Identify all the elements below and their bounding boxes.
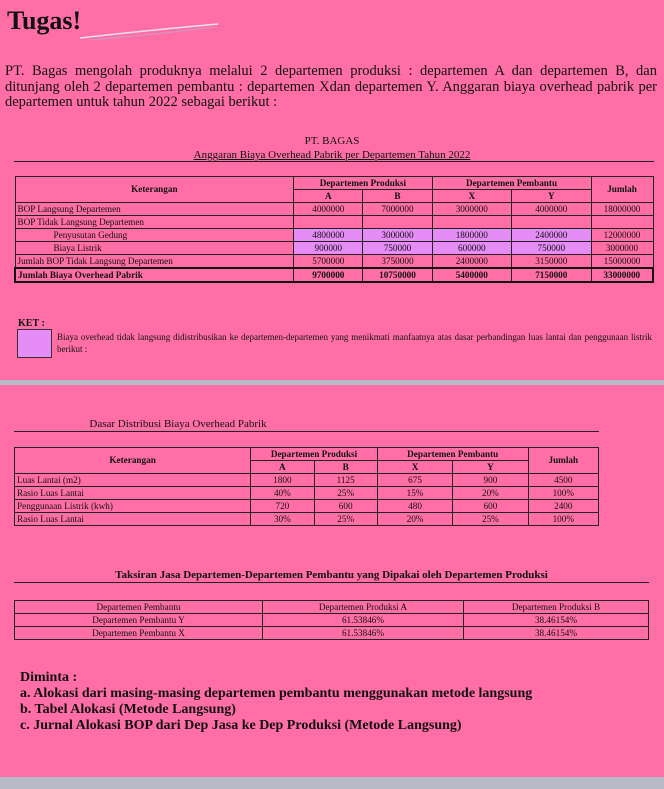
col-group-produksi: Departemen Produksi <box>294 177 432 190</box>
table-row: Departemen Pembantu X 61.53846% 38.46154% <box>15 627 649 640</box>
intro-paragraph: PT. Bagas mengolah produknya melalui 2 departemen produksi : departemen A dan departemen B, dan ditunjang oleh 2 departemen pembantu : departemen Xdan departemen Y. Anggaran biaya overhead pabrik per departemen untuk tahun 2022 sebagai berikut : <box>5 63 657 110</box>
ket-text: Biaya overhead tidak langsung didistribusikan ke departemen-departemen yang menikmati manfaatnya atas dasar perbandingan luas lantai dan penggunaan listrik berikut : <box>57 332 652 354</box>
table-row: Penggunaan Listrik (kwh) 720 600 480 600 2400 <box>15 500 599 513</box>
section-divider-band <box>0 380 664 385</box>
table-row: BOP Langsung Departemen 4000000 7000000 3000000 4000000 18000000 <box>15 203 653 216</box>
col-y: Y <box>453 461 528 474</box>
ket-label: KET : <box>18 318 45 329</box>
divider <box>14 161 654 162</box>
col-a: A <box>294 190 363 203</box>
col-b: B <box>363 190 432 203</box>
ket-color-swatch <box>17 329 52 358</box>
col-y: Y <box>512 190 591 203</box>
col-group-pembantu: Departemen Pembantu <box>432 177 591 190</box>
col-jumlah: Jumlah <box>591 177 653 203</box>
col-pembantu: Departemen Pembantu <box>15 601 263 614</box>
services-title: Taksiran Jasa Departemen-Departemen Pembantu yang Dipakai oleh Departemen Produksi <box>115 569 548 581</box>
asked-item: c. Jurnal Alokasi BOP dari Dep Jasa ke Dep Produksi (Metode Langsung) <box>20 718 462 733</box>
col-a: A <box>251 461 314 474</box>
table-row: Biaya Listrik 900000 750000 600000 750000 3000000 <box>15 242 653 255</box>
budget-company: PT. BAGAS <box>304 135 360 147</box>
table-row: Penyusutan Gedung 4800000 3000000 1800000 2400000 12000000 <box>15 229 653 242</box>
budget-table <box>14 176 654 283</box>
asked-item: b. Tabel Alokasi (Metode Langsung) <box>20 702 236 717</box>
budget-title: Anggaran Biaya Overhead Pabrik per Departemen Tahun 2022 <box>193 149 471 161</box>
col-prod-b: Departemen Produksi B <box>464 601 649 614</box>
services-table <box>14 600 649 640</box>
col-group-pembantu: Departemen Pembantu <box>377 448 528 461</box>
table-row: Jumlah BOP Tidak Langsung Departemen 5700000 3750000 2400000 3150000 15000000 <box>15 255 653 269</box>
table-row: Departemen Pembantu Y 61.53846% 38.46154% <box>15 614 649 627</box>
table-row: BOP Tidak Langsung Departemen <box>15 216 653 229</box>
col-prod-a: Departemen Produksi A <box>263 601 464 614</box>
asked-section <box>20 670 532 734</box>
table-row: Rasio Luas Lantai 40% 25% 15% 20% 100% <box>15 487 599 500</box>
col-x: X <box>432 190 511 203</box>
page-title: Tugas! <box>7 6 82 35</box>
col-x: X <box>377 461 452 474</box>
table-row: Luas Lantai (m2) 1800 1125 675 900 4500 <box>15 474 599 487</box>
asked-item: a. Alokasi dari masing-masing departemen pembantu menggunakan metode langsung <box>20 686 533 701</box>
col-keterangan: Keterangan <box>15 448 251 474</box>
col-jumlah: Jumlah <box>528 448 598 474</box>
title-swoosh-decoration <box>40 16 220 46</box>
divider <box>14 431 599 432</box>
col-keterangan: Keterangan <box>15 177 294 203</box>
distribution-table <box>14 447 599 526</box>
col-group-produksi: Departemen Produksi <box>251 448 378 461</box>
table-row: Rasio Luas Lantai 30% 25% 20% 25% 100% <box>15 513 599 526</box>
divider <box>14 582 649 583</box>
bottom-band <box>0 777 664 789</box>
distribution-title: Dasar Distribusi Biaya Overhead Pabrik <box>89 418 267 430</box>
asked-title: Diminta : <box>20 670 78 685</box>
col-b: B <box>314 461 377 474</box>
table-row-total: Jumlah Biaya Overhead Pabrik 9700000 10750000 5400000 7150000 33000000 <box>15 268 653 282</box>
